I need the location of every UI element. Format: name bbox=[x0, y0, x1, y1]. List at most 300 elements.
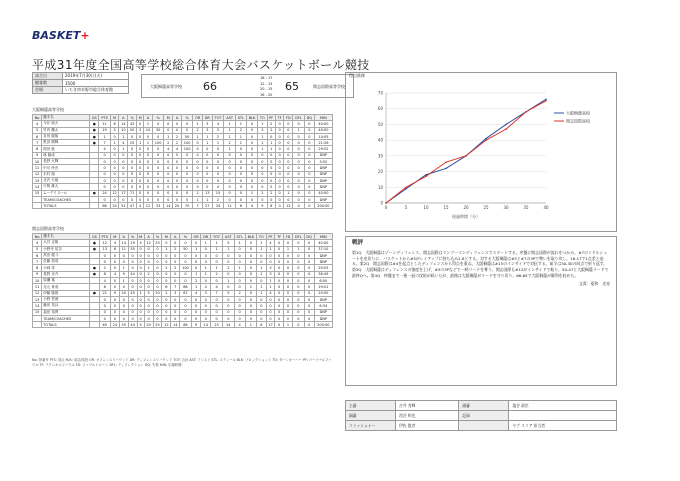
table-cell: 福田 裕貴 bbox=[42, 309, 90, 315]
table-cell: 1 bbox=[202, 196, 212, 202]
table-cell: 1 bbox=[224, 121, 236, 127]
y-tick-label: 30 bbox=[377, 153, 383, 159]
table-cell: 0 bbox=[128, 133, 137, 139]
table-cell: 0 bbox=[137, 177, 144, 183]
table-cell: DNP bbox=[314, 196, 332, 202]
column-header: PF bbox=[267, 115, 275, 121]
table-cell: 0 bbox=[235, 196, 246, 202]
table-cell: 24 bbox=[110, 322, 119, 328]
table-cell: DNP bbox=[314, 315, 332, 321]
table-cell: 0 bbox=[293, 159, 304, 165]
table-cell: 6 bbox=[110, 121, 119, 127]
table-cell: 8 bbox=[267, 203, 275, 209]
table-cell: 0 bbox=[245, 296, 256, 302]
data-point bbox=[545, 100, 547, 102]
table-cell: 0 bbox=[110, 184, 119, 190]
table-cell: 0 bbox=[224, 177, 236, 183]
table-cell: 0 bbox=[267, 177, 275, 183]
table-cell: 0 bbox=[152, 165, 163, 171]
table-cell: 0 bbox=[110, 296, 119, 302]
table-cell: 0 bbox=[304, 309, 314, 315]
table-cell: 1 bbox=[193, 196, 203, 202]
table-cell: 0 bbox=[181, 190, 192, 196]
table-cell: 0 bbox=[193, 152, 203, 158]
table-cell: 0 bbox=[171, 240, 180, 246]
table-cell: 1 bbox=[193, 121, 203, 127]
table-cell: 0 bbox=[162, 315, 171, 321]
table-cell: 0 bbox=[275, 190, 283, 196]
table-cell: 0 bbox=[164, 165, 173, 171]
table-cell: 40:00 bbox=[314, 127, 332, 133]
table-cell: 1 bbox=[201, 240, 211, 246]
table-cell: 9 bbox=[33, 152, 42, 158]
table-cell: 23 bbox=[211, 322, 223, 328]
table-cell: 0 bbox=[234, 296, 245, 302]
table-cell: 1 bbox=[202, 133, 212, 139]
table-cell: 33 bbox=[153, 240, 162, 246]
table-cell: 0 bbox=[153, 278, 162, 284]
table-cell: 0 bbox=[119, 171, 128, 177]
table-cell: 0 bbox=[137, 121, 144, 127]
table-cell: 0 bbox=[267, 159, 275, 165]
table-cell: 3 bbox=[201, 290, 211, 296]
table-cell: 0 bbox=[119, 184, 128, 190]
table-cell: 0 bbox=[137, 265, 144, 271]
table-cell: 13 bbox=[99, 246, 110, 252]
table-cell: 0 bbox=[119, 296, 128, 302]
table-cell: 0 bbox=[223, 271, 235, 277]
table-cell: 0 bbox=[110, 309, 119, 315]
table-cell: 1 bbox=[119, 146, 128, 152]
table-cell: 200:00 bbox=[314, 203, 332, 209]
column-header: AST bbox=[224, 115, 236, 121]
table-cell: 0 bbox=[152, 159, 163, 165]
column-header: % bbox=[128, 115, 137, 121]
table-cell: 65 bbox=[99, 322, 110, 328]
column-header: A bbox=[119, 234, 128, 240]
table-cell: 0 bbox=[235, 165, 246, 171]
table-cell: 0 bbox=[144, 296, 153, 302]
column-header: FD bbox=[283, 234, 292, 240]
table-cell: 今井 琉天 bbox=[42, 121, 90, 127]
table-cell: 0 bbox=[110, 171, 119, 177]
table-cell: 1 bbox=[245, 284, 256, 290]
table-cell: 0 bbox=[275, 152, 283, 158]
column-header: % bbox=[153, 234, 162, 240]
table-cell: 5:52 bbox=[314, 159, 332, 165]
table-cell: 0 bbox=[234, 303, 245, 309]
table-cell: 12 bbox=[33, 290, 42, 296]
table-cell: 0 bbox=[235, 190, 246, 196]
table-cell: 7 bbox=[33, 140, 42, 146]
logo-text: BASKET bbox=[32, 29, 81, 42]
table-cell: 4 bbox=[110, 240, 119, 246]
data-point bbox=[505, 124, 507, 126]
table-cell: DNP bbox=[314, 296, 332, 302]
column-header: DR bbox=[201, 234, 211, 240]
table-cell: 0 bbox=[266, 259, 275, 265]
table-cell: 0 bbox=[224, 171, 236, 177]
table-cell: 0 bbox=[235, 152, 246, 158]
column-header: OR bbox=[193, 115, 203, 121]
table-cell: 0 bbox=[275, 177, 283, 183]
table-cell: 0 bbox=[119, 196, 128, 202]
table-cell: 0 bbox=[293, 284, 304, 290]
table-cell: 14 bbox=[33, 303, 42, 309]
table-cell: 0 bbox=[180, 240, 192, 246]
table-cell: 0 bbox=[144, 165, 153, 171]
info-key: 観客数 bbox=[33, 80, 63, 87]
table-cell: 25 bbox=[128, 140, 137, 146]
table-cell: 0 bbox=[119, 159, 128, 165]
table-cell: 0 bbox=[171, 309, 180, 315]
table-cell: 1 bbox=[224, 146, 236, 152]
y-tick-label: 70 bbox=[377, 90, 383, 96]
table-cell: 伊藤 隆都 bbox=[42, 290, 90, 296]
table-cell: TOTALS bbox=[42, 203, 90, 209]
table-cell: 0 bbox=[202, 171, 212, 177]
table-cell: 0 bbox=[110, 284, 119, 290]
table-cell: 林 隆成 bbox=[42, 152, 90, 158]
table-cell: 0 bbox=[128, 171, 137, 177]
table-cell: 0 bbox=[224, 159, 236, 165]
team1-section-label: 大阪桐蔭高等学校 bbox=[32, 107, 64, 112]
table-cell: 0 bbox=[235, 171, 246, 177]
legend-entry: 大阪桐蔭高校 bbox=[566, 110, 590, 116]
table-cell: ● bbox=[90, 246, 99, 252]
table-cell: 1 bbox=[211, 246, 223, 252]
table-cell: ● bbox=[90, 190, 99, 196]
table-cell: 0 bbox=[257, 309, 266, 315]
table-cell: 1 bbox=[164, 133, 173, 139]
game-commentary bbox=[345, 236, 617, 386]
table-cell: 0 bbox=[137, 284, 144, 290]
column-header: DQ bbox=[304, 234, 314, 240]
table-cell: 0 bbox=[275, 265, 284, 271]
table-cell: 0 bbox=[99, 177, 110, 183]
table-cell: 1 bbox=[257, 240, 266, 246]
table-cell: 0 bbox=[246, 127, 257, 133]
table-cell: 0 bbox=[284, 177, 293, 183]
logo-plus-mark: + bbox=[80, 29, 90, 42]
table-cell: 1 bbox=[211, 265, 223, 271]
table-cell: 5 bbox=[33, 127, 42, 133]
table-cell: 0 bbox=[144, 190, 153, 196]
table-cell: 0 bbox=[275, 133, 283, 139]
table-cell: 0 bbox=[212, 146, 224, 152]
table-cell: 12 bbox=[144, 203, 153, 209]
table-cell: 0 bbox=[201, 296, 211, 302]
table-cell: 1 bbox=[223, 246, 235, 252]
table-cell: 0 bbox=[128, 252, 137, 258]
table-cell: 1 bbox=[257, 265, 266, 271]
table-cell: 1 bbox=[257, 271, 266, 277]
scoreboard bbox=[141, 74, 354, 98]
quarter-score: 20 - 15 bbox=[260, 87, 273, 91]
table-cell: 0 bbox=[173, 177, 182, 183]
table-cell: 0 bbox=[275, 309, 284, 315]
table-cell: 1 bbox=[201, 265, 211, 271]
column-header: BLK bbox=[245, 234, 256, 240]
table-cell: 0 bbox=[144, 133, 153, 139]
table-cell: 5 bbox=[212, 127, 224, 133]
table-cell: 0 bbox=[266, 296, 275, 302]
table-cell: 12 bbox=[162, 322, 171, 328]
table-cell: 1 bbox=[266, 246, 275, 252]
table-cell: 100 bbox=[181, 140, 192, 146]
table-cell: 100 bbox=[180, 265, 192, 271]
column-header: PF bbox=[266, 234, 275, 240]
official-role: 記録 bbox=[459, 411, 509, 421]
table-cell bbox=[90, 203, 99, 209]
table-cell: 0 bbox=[119, 165, 128, 171]
column-header: GS bbox=[90, 234, 99, 240]
table-cell: 55 bbox=[119, 322, 128, 328]
table-cell: 4 bbox=[137, 240, 144, 246]
table-cell: 0 bbox=[293, 322, 304, 328]
quarter-score: 16 - 20 bbox=[260, 92, 273, 97]
table-cell: 29:52 bbox=[314, 146, 332, 152]
table-cell: 2 bbox=[144, 271, 153, 277]
table-cell: 20 bbox=[153, 290, 162, 296]
table-cell: 100 bbox=[152, 140, 163, 146]
table-cell: 0 bbox=[293, 240, 304, 246]
table-cell: 0 bbox=[171, 252, 180, 258]
table-cell: 0 bbox=[224, 152, 236, 158]
table-cell: 0 bbox=[153, 271, 162, 277]
table-cell: 0 bbox=[304, 203, 314, 209]
table-cell: 0 bbox=[304, 315, 314, 321]
table-cell: 0 bbox=[267, 184, 275, 190]
table-cell: 0 bbox=[246, 165, 257, 171]
table-cell: 12 bbox=[110, 190, 119, 196]
table-cell: 0 bbox=[128, 196, 137, 202]
table-cell: 0 bbox=[275, 146, 283, 152]
info-value: 2019年7月30日(火) bbox=[63, 73, 129, 80]
table-cell: 0 bbox=[245, 315, 256, 321]
table-cell: 2 bbox=[162, 265, 171, 271]
table-cell: 10 bbox=[33, 159, 42, 165]
table-cell: 0 bbox=[153, 252, 162, 258]
table-cell: 0 bbox=[137, 278, 144, 284]
official-role bbox=[459, 421, 509, 431]
table-cell: DNP bbox=[314, 309, 332, 315]
table-cell: 11 bbox=[224, 203, 236, 209]
table-cell: 0 bbox=[212, 165, 224, 171]
data-point bbox=[425, 175, 427, 177]
table-cell: 2 bbox=[258, 190, 267, 196]
official-role: コミッショナー bbox=[346, 421, 396, 431]
table-cell: 0 bbox=[153, 315, 162, 321]
table-cell: 0 bbox=[224, 165, 236, 171]
table-cell: DNP bbox=[314, 184, 332, 190]
table-cell: 0 bbox=[304, 190, 314, 196]
table-cell: 66 bbox=[99, 203, 110, 209]
column-header: DQ bbox=[304, 115, 314, 121]
table-cell: 髙田 健斗 bbox=[42, 252, 90, 258]
table-cell: 2 bbox=[224, 140, 236, 146]
table-cell: 0 bbox=[144, 252, 153, 258]
official-name: 吉井 秀輝 bbox=[396, 401, 459, 411]
table-cell: 0 bbox=[201, 303, 211, 309]
table-cell: 0 bbox=[275, 296, 284, 302]
table-cell: 4 bbox=[211, 284, 223, 290]
column-header: OR bbox=[191, 234, 201, 240]
table-cell: 0 bbox=[245, 309, 256, 315]
table-cell: 6 bbox=[110, 246, 119, 252]
table-cell: 0 bbox=[304, 246, 314, 252]
table-cell: 1 bbox=[283, 322, 292, 328]
table-cell: 4 bbox=[119, 140, 128, 146]
table-cell: 0 bbox=[223, 252, 235, 258]
table-cell: 0 bbox=[137, 165, 144, 171]
column-header: A bbox=[171, 234, 180, 240]
table-cell: 0 bbox=[266, 309, 275, 315]
table-cell: 0 bbox=[275, 278, 284, 284]
table-cell: 1 bbox=[223, 278, 235, 284]
y-tick-label: 50 bbox=[377, 121, 383, 127]
column-header: A bbox=[173, 115, 182, 121]
table-cell: 0 bbox=[284, 133, 293, 139]
column-header: PTS bbox=[99, 234, 110, 240]
column-header: TO bbox=[257, 234, 266, 240]
table-cell: 0 bbox=[173, 196, 182, 202]
table-cell: 0 bbox=[304, 284, 314, 290]
x-tick-label: 15 bbox=[443, 205, 449, 210]
table-cell: 71 bbox=[128, 190, 137, 196]
table-cell: 0 bbox=[284, 121, 293, 127]
table-cell: 0 bbox=[235, 146, 246, 152]
table-cell: 4 bbox=[212, 121, 224, 127]
table-cell: 0 bbox=[304, 252, 314, 258]
table-cell: 0 bbox=[246, 196, 257, 202]
table-cell: 0 bbox=[162, 309, 171, 315]
table-cell: 1 bbox=[191, 246, 201, 252]
table-cell: 13 bbox=[33, 296, 42, 302]
table-cell: 86 bbox=[180, 322, 192, 328]
table-cell: 0 bbox=[171, 271, 180, 277]
table-cell: DNP bbox=[314, 259, 332, 265]
table-cell: 5 bbox=[144, 290, 153, 296]
table-cell: 0 bbox=[223, 259, 235, 265]
table-cell: 0 bbox=[304, 265, 314, 271]
table-cell: 0 bbox=[267, 133, 275, 139]
table-cell: 44 bbox=[128, 322, 137, 328]
table-cell: ムーデイヌール bbox=[42, 190, 90, 196]
table-cell: ● bbox=[90, 271, 99, 277]
table-cell: TEAM/COACHES bbox=[42, 196, 90, 202]
y-tick-label: 0 bbox=[380, 200, 383, 206]
table-cell: 33 bbox=[152, 203, 163, 209]
table-cell: 0 bbox=[304, 322, 314, 328]
table-cell: 0 bbox=[283, 252, 292, 258]
table-cell: 岡田 航 bbox=[42, 146, 90, 152]
table-cell: 38:49 bbox=[314, 271, 332, 277]
table-cell: 24 bbox=[110, 203, 119, 209]
table-cell: 0 bbox=[293, 259, 304, 265]
table-cell: 1 bbox=[201, 271, 211, 277]
table-cell: 3 bbox=[266, 271, 275, 277]
table-cell: 0 bbox=[234, 252, 245, 258]
x-tick-label: 25 bbox=[483, 205, 489, 210]
table-cell: 0 bbox=[99, 309, 110, 315]
table-cell: 0 bbox=[110, 196, 119, 202]
table-cell: 0 bbox=[128, 146, 137, 152]
table-cell: 0 bbox=[193, 184, 203, 190]
table-cell: 0 bbox=[144, 246, 153, 252]
table-cell: TEAM/COACHES bbox=[42, 315, 90, 321]
table-cell: 0 bbox=[257, 278, 266, 284]
x-tick-label: 5 bbox=[404, 205, 408, 210]
table-cell: 0 bbox=[153, 246, 162, 252]
table-cell: 0 bbox=[223, 296, 235, 302]
table-cell: 6 bbox=[235, 203, 246, 209]
team2-boxscore-table bbox=[32, 233, 333, 328]
table-cell: 0 bbox=[201, 315, 211, 321]
table-cell: 0 bbox=[193, 165, 203, 171]
table-cell: 黒田 晴輝 bbox=[42, 140, 90, 146]
table-cell: 0 bbox=[293, 171, 304, 177]
table-cell: 小野 哲徳 bbox=[42, 296, 90, 302]
team2-score: 65 bbox=[285, 80, 299, 93]
x-tick-label: 40 bbox=[543, 205, 549, 210]
table-cell: 0 bbox=[171, 303, 180, 309]
table-cell: 0 bbox=[164, 196, 173, 202]
column-header: No bbox=[33, 234, 42, 240]
table-cell: 0 bbox=[137, 303, 144, 309]
table-cell: 45 bbox=[128, 290, 137, 296]
table-cell: 11 bbox=[99, 121, 110, 127]
table-cell: 0 bbox=[257, 315, 266, 321]
table-cell: 0 bbox=[284, 165, 293, 171]
table-cell: 0 bbox=[202, 184, 212, 190]
table-cell: 0 bbox=[99, 159, 110, 165]
table-cell: 0 bbox=[137, 152, 144, 158]
table-cell: 51 bbox=[119, 203, 128, 209]
column-header: MIN bbox=[314, 115, 332, 121]
table-cell: 2 bbox=[267, 121, 275, 127]
table-cell: 2 bbox=[223, 265, 235, 271]
chart-svg bbox=[346, 73, 618, 233]
team2-name: 開志国際高等学校 bbox=[313, 84, 345, 89]
table-cell: 北沢 大地 bbox=[42, 177, 90, 183]
table-cell: 2 bbox=[211, 271, 223, 277]
table-cell: 5 bbox=[223, 290, 235, 296]
table-cell: 0 bbox=[293, 146, 304, 152]
column-header: M bbox=[164, 115, 173, 121]
table-cell: 0 bbox=[193, 140, 203, 146]
table-cell: 34 bbox=[212, 203, 224, 209]
table-cell: 0 bbox=[162, 296, 171, 302]
table-cell: 藤田 英兵 bbox=[42, 303, 90, 309]
x-tick-label: 30 bbox=[503, 205, 509, 210]
table-cell: 4 bbox=[266, 240, 275, 246]
table-cell: 0 bbox=[162, 252, 171, 258]
table-cell: 19 bbox=[99, 127, 110, 133]
y-tick-label: 20 bbox=[377, 169, 383, 175]
column-header: TOT bbox=[211, 234, 223, 240]
column-header: M bbox=[137, 115, 144, 121]
table-cell: 0 bbox=[224, 190, 236, 196]
table-cell: 北元 育成 bbox=[42, 284, 90, 290]
table-cell: 0 bbox=[234, 246, 245, 252]
table-cell: 0 bbox=[283, 278, 292, 284]
table-cell: 0 bbox=[153, 303, 162, 309]
table-cell: 55 bbox=[128, 246, 137, 252]
table-cell: 2 bbox=[171, 265, 180, 271]
table-cell: 0 bbox=[162, 240, 171, 246]
table-cell: 0 bbox=[162, 271, 171, 277]
